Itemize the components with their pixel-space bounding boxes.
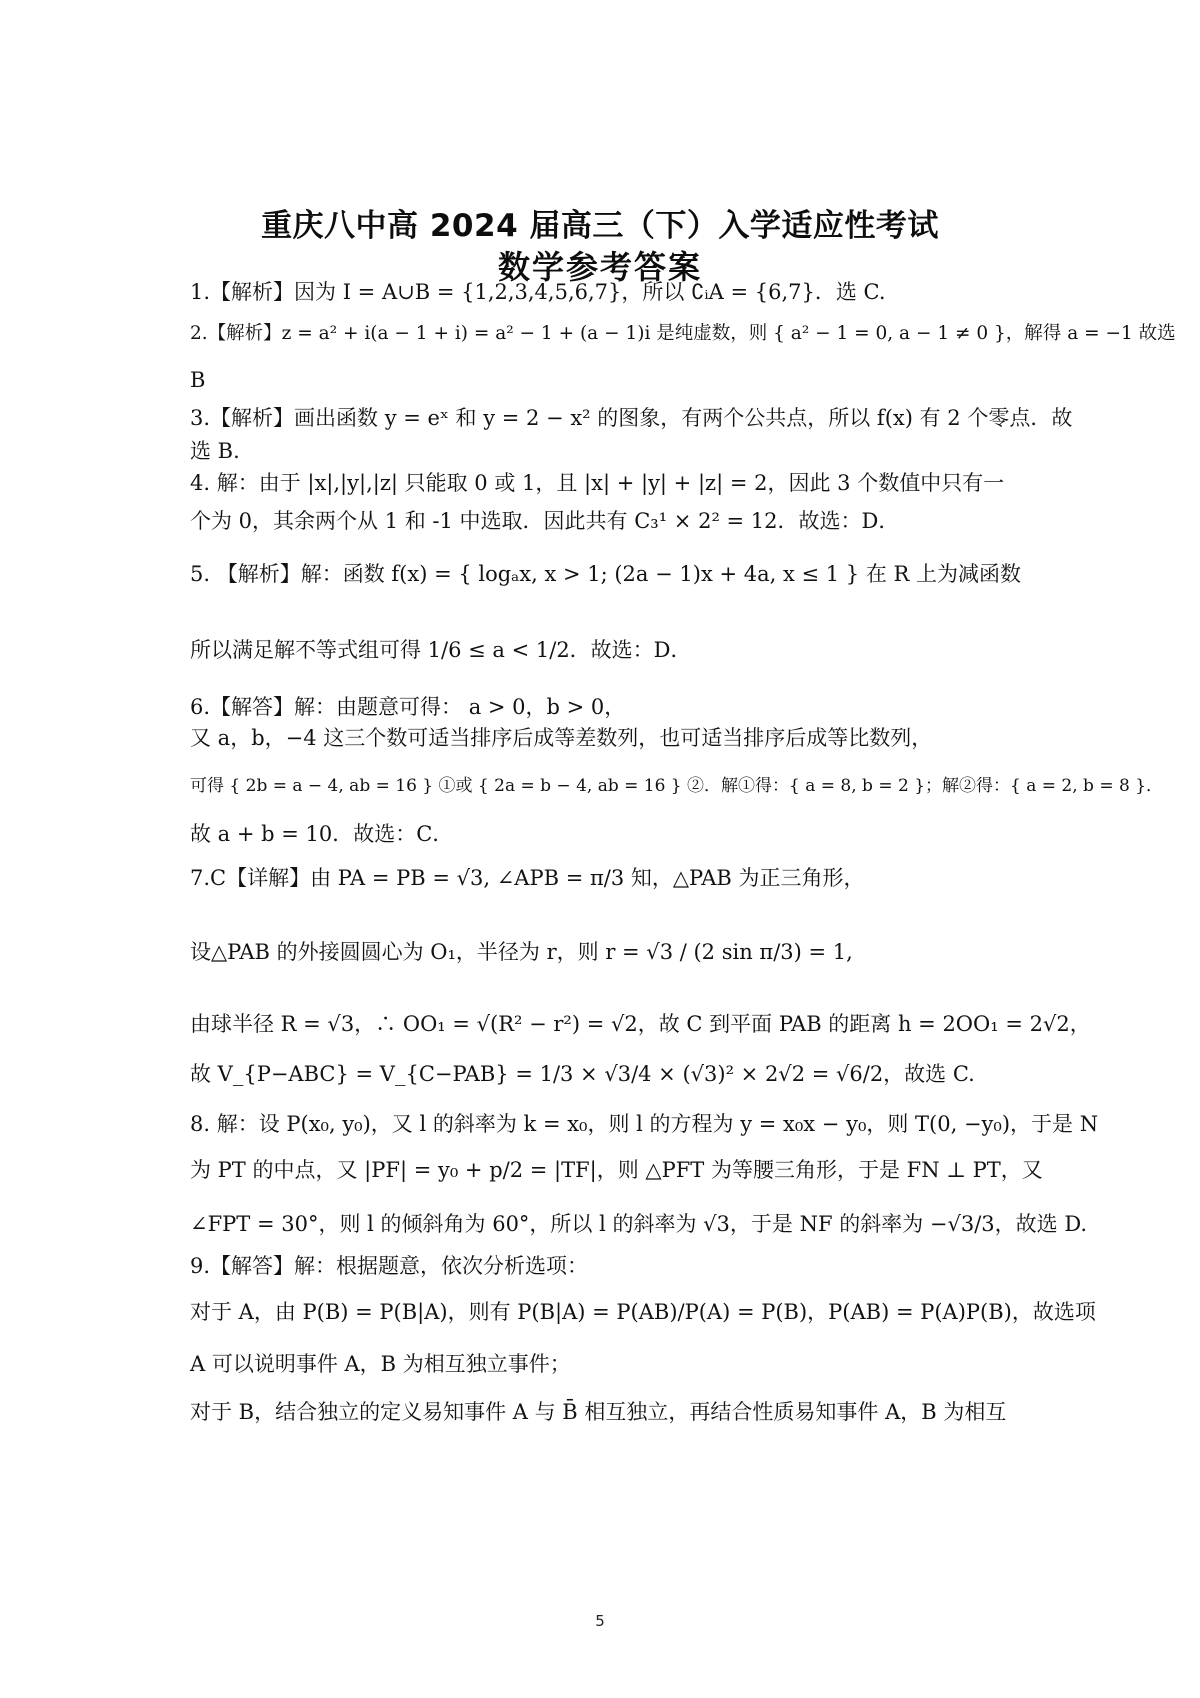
document-title: 重庆八中高 2024 届高三（下）入学适应性考试 [261,208,939,244]
solution-3-line: 3.【解析】画出函数 y = eˣ 和 y = 2 − x² 的图象，有两个公共点，所以 f(x) 有 2 个零点．故 [190,406,1073,430]
solution-4-continuation: 个为 0，其余两个从 1 和 -1 中选取．因此共有 C₃¹ × 2² = 12．故选：D． [190,509,900,533]
solution-9-line-2: 对于 A，由 P(B) = P(B|A)，则有 P(B|A) = P(AB)/P(A) = P(B)，P(AB) = P(A)P(B)，故选项 [190,1300,1096,1324]
solution-8-line-2: 为 PT 的中点，又 |PF| = y₀ + p/2 = |TF|，则 △PFT 为等腰三角形，于是 FN ⊥ PT，又 [190,1158,1043,1182]
solution-2-continuation: B [190,368,206,392]
solution-7-line-3: 由球半径 R = √3，∴ OO₁ = √(R² − r²) = √2，故 C 到平面 PAB 的距离 h = 2OO₁ = 2√2， [190,1012,1091,1036]
solution-6-line-3: 可得 { 2b = a − 4, ab = 16 } ①或 { 2a = b − 4, ab = 16 } ②．解①得：{ a = 8, b = 2 }；解②得：{ a = 2, b = 8 }． [190,776,1164,796]
solution-7-line-4: 故 V_{P−ABC} = V_{C−PAB} = 1/3 × √3/4 × (√3)² × 2√2 = √6/2，故选 C. [190,1062,975,1086]
solution-6-line-4: 故 a + b = 10．故选：C． [190,822,454,846]
solution-2-line: 2.【解析】z = a² + i(a − 1 + i) = a² − 1 + (a − 1)i 是纯虚数，则 { a² − 1 = 0, a − 1 ≠ 0 }，解得 a = −1 故选 [190,323,1176,344]
document-subtitle: 数学参考答案 [497,248,702,286]
solution-6-line-2: 又 a，b，−4 这三个数可适当排序后成等差数列，也可适当排序后成等比数列， [190,726,933,750]
solution-9-line-3: A 可以说明事件 A，B 为相互独立事件； [190,1352,571,1376]
solution-7-line-2: 设△PAB 的外接圆圆心为 O₁，半径为 r，则 r = √3 / (2 sin π/3) = 1, [190,940,853,964]
solution-5-continuation: 所以满足解不等式组可得 1/6 ≤ a < 1/2．故选：D． [190,638,692,662]
page-number: 5 [595,1612,605,1630]
solution-7-line: 7.C【详解】由 PA = PB = √3, ∠APB = π/3 知，△PAB 为正三角形， [190,866,865,890]
solution-8-line-3: ∠FPT = 30°，则 l 的倾斜角为 60°，所以 l 的斜率为 √3，于是 NF 的斜率为 −√3/3，故选 D. [190,1212,1088,1236]
solution-6-line: 6.【解答】解：由题意可得： a > 0，b > 0， [190,695,626,719]
solution-9-line: 9.【解答】解：根据题意，依次分析选项： [190,1254,589,1278]
solution-4-line: 4. 解：由于 |x|,|y|,|z| 只能取 0 或 1，且 |x| + |y| + |z| = 2，因此 3 个数值中只有一 [190,471,1005,495]
solution-9-line-4: 对于 B，结合独立的定义易知事件 A 与 B̄ 相互独立，再结合性质易知事件 A，B 为相互 [190,1400,1007,1424]
solution-8-line: 8. 解：设 P(x₀, y₀)，又 l 的斜率为 k = x₀，则 l 的方程为 y = x₀x − y₀，则 T(0, −y₀)，于是 N [190,1112,1099,1136]
solution-5-line: 5. 【解析】解：函数 f(x) = { logₐx, x > 1; (2a − 1)x + 4a, x ≤ 1 } 在 R 上为减函数 [190,562,1021,586]
solution-3-continuation: 选 B. [190,439,240,463]
solution-1-line: 1.【解析】因为 I = A∪B = {1,2,3,4,5,6,7}，所以 ∁ᵢA = {6,7}．选 C. [190,280,886,304]
